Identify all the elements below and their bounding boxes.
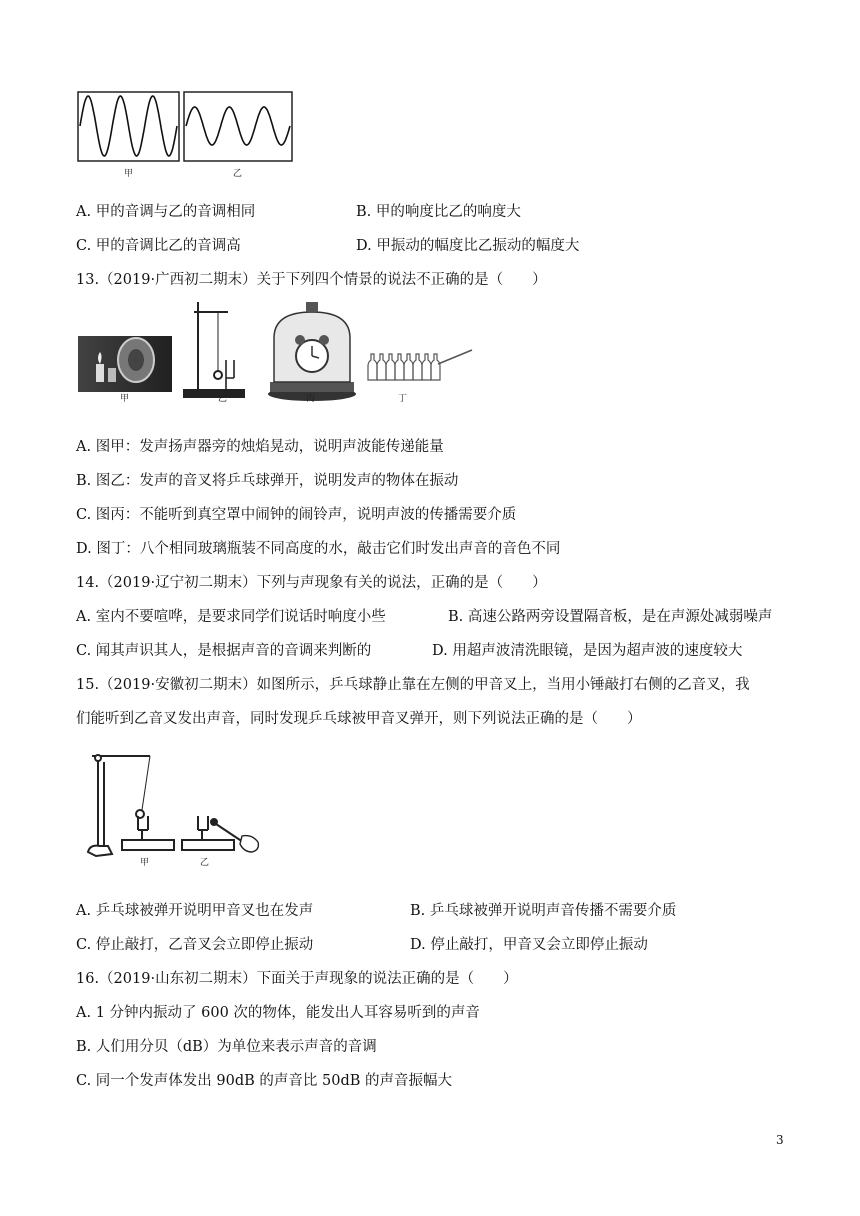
bottle xyxy=(395,354,404,380)
bell-jar-clock-image xyxy=(268,302,356,404)
label-ding: 丁 xyxy=(398,394,408,404)
bottle xyxy=(368,354,377,380)
q12-option-a: A. 甲的音调与乙的音调相同 xyxy=(76,204,256,220)
q14-option-a: A. 室内不要喧哗，是要求同学们说话时响度小些 xyxy=(76,609,386,625)
bottle xyxy=(422,354,431,380)
tuning-fork-pendulum-image xyxy=(184,302,244,404)
q15-option-c: C. 停止敲打，乙音叉会立即停止振动 xyxy=(76,937,314,953)
label-yi: 乙 xyxy=(200,858,210,868)
q15-figure xyxy=(86,748,266,870)
bottle xyxy=(413,354,422,380)
q13-stem: 13.（2019·广西初二期末）关于下列四个情景的说法不正确的是（ ） xyxy=(76,272,547,288)
q13-option-c: C. 图丙：不能听到真空罩中闹钟的闹铃声，说明声波的传播需要介质 xyxy=(76,507,517,523)
page-number: 3 xyxy=(776,1133,784,1147)
q15-stem-line2: 们能听到乙音叉发出声音，同时发现乒乓球被甲音叉弹开，则下列说法正确的是（ ） xyxy=(76,711,642,727)
q14-option-b: B. 高速公路两旁设置隔音板，是在声源处减弱噪声 xyxy=(448,609,773,625)
q12-option-d: D. 甲振动的幅度比乙振动的幅度大 xyxy=(356,238,580,254)
q13-option-a: A. 图甲：发声扬声器旁的烛焰晃动，说明声波能传递能量 xyxy=(76,439,444,455)
bottle xyxy=(386,354,395,380)
q14-stem: 14.（2019·辽宁初二期末）下列与声现象有关的说法，正确的是（ ） xyxy=(76,575,547,591)
waveform-figure xyxy=(76,90,302,180)
bottle xyxy=(377,354,386,380)
q12-option-b: B. 甲的响度比乙的响度大 xyxy=(356,204,521,220)
q16-option-b: B. 人们用分贝（dB）为单位来表示声音的音调 xyxy=(76,1039,377,1055)
bottle xyxy=(431,354,440,380)
q13-option-b: B. 图乙：发声的音叉将乒乓球弹开，说明发声的物体在振动 xyxy=(76,473,459,489)
label-jia: 甲 xyxy=(120,394,130,404)
label-bing: 丙 xyxy=(306,394,316,404)
q15-stem-line1: 15.（2019·安徽初二期末）如图所示，乒乓球静止靠在左侧的甲音叉上，当用小锤敲打右侧的乙音叉，我 xyxy=(76,677,750,693)
q16-option-a: A. 1 分钟内振动了 600 次的物体，能发出人耳容易听到的声音 xyxy=(76,1005,480,1021)
eight-bottles-image xyxy=(368,350,472,404)
bottle xyxy=(404,354,413,380)
q16-option-c: C. 同一个发声体发出 90dB 的声音比 50dB 的声音振幅大 xyxy=(76,1073,453,1089)
q13-figures xyxy=(76,298,476,404)
q12-option-c: C. 甲的音调比乙的音调高 xyxy=(76,238,241,254)
label-jia: 甲 xyxy=(140,858,150,868)
q16-stem: 16.（2019·山东初二期末）下面关于声现象的说法正确的是（ ） xyxy=(76,971,518,987)
wave-label-yi: 乙 xyxy=(233,169,243,179)
label-yi: 乙 xyxy=(218,394,228,404)
q14-option-d: D. 用超声波清洗眼镜，是因为超声波的速度较大 xyxy=(432,643,743,659)
q15-option-b: B. 乒乓球被弹开说明声音传播不需要介质 xyxy=(410,903,677,919)
q15-option-a: A. 乒乓球被弹开说明甲音叉也在发声 xyxy=(76,903,314,919)
q15-option-d: D. 停止敲打，甲音叉会立即停止振动 xyxy=(410,937,648,953)
wave-label-jia: 甲 xyxy=(124,169,134,179)
wave-yi xyxy=(186,107,290,145)
wave-jia xyxy=(80,96,177,156)
q14-option-c: C. 闻其声识其人，是根据声音的音调来判断的 xyxy=(76,643,372,659)
q13-option-d: D. 图丁：八个相同玻璃瓶装不同高度的水，敲击它们时发出声音的音色不同 xyxy=(76,541,561,557)
speaker-candle-image xyxy=(78,336,172,404)
